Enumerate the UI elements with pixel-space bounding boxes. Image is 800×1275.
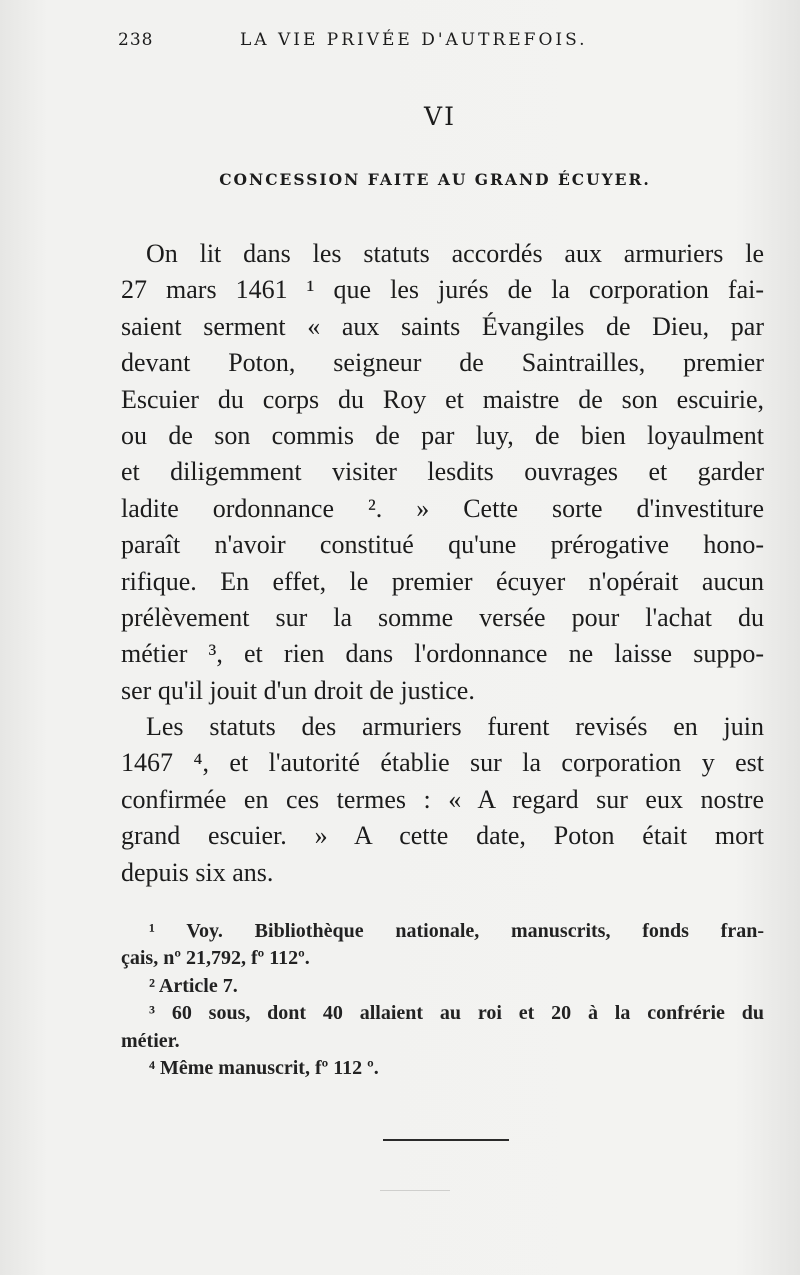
body-line: et diligemment visiter lesdits ouvrages et garder [121, 457, 764, 487]
body-line: grand escuier. » A cette date, Poton était mort [121, 821, 764, 851]
body-line: saient serment « aux saints Évangiles de Dieu, par [121, 311, 764, 341]
running-title: LA VIE PRIVÉE D'AUTREFOIS. [240, 30, 588, 50]
body-line: 1467 ⁴, et l'autorité établie sur la corporation y est [121, 748, 764, 778]
footnote-line: çais, nº 21,792, fº 112º. [121, 947, 310, 970]
chapter-title: CONCESSION FAITE AU GRAND ÉCUYER. [219, 170, 651, 189]
chapter-number: VI [424, 102, 456, 131]
body-line: ou de son commis de par luy, de bien loyaulment [121, 420, 764, 450]
footnote-line: ³ 60 sous, dont 40 allaient au roi et 20 à la confrérie du [149, 1002, 764, 1025]
footnote-line: ⁴ Même manuscrit, fº 112 º. [149, 1056, 379, 1079]
body-line: depuis six ans. [121, 857, 274, 887]
page-number: 238 [118, 30, 154, 50]
body-line: Les statuts des armuriers furent revisés en juin [146, 712, 764, 742]
body-line: 27 mars 1461 ¹ que les jurés de la corporation fai- [121, 275, 764, 305]
body-text [121, 236, 764, 891]
footnote-line: ² Article 7. [149, 974, 238, 997]
body-line: confirmée en ces termes : « A regard sur eux nostre [121, 784, 764, 814]
end-rule [383, 1139, 509, 1141]
body-line: paraît n'avoir constitué qu'une prérogative hono- [121, 530, 764, 560]
footnotes [121, 918, 764, 1082]
body-line: devant Poton, seigneur de Saintrailles, premier [121, 348, 764, 378]
footnote-line: ¹ Voy. Bibliothèque nationale, manuscrits, fonds fran- [149, 920, 764, 942]
body-line: ladite ordonnance ². » Cette sorte d'investiture [121, 493, 764, 523]
body-line: On lit dans les statuts accordés aux armuriers le [146, 239, 764, 268]
body-line: ser qu'il jouit d'un droit de justice. [121, 675, 475, 705]
body-line: rifique. En effet, le premier écuyer n'opérait aucun [121, 566, 764, 596]
body-line: métier ³, et rien dans l'ordonnance ne laisse suppo- [121, 639, 764, 669]
footnote-line: métier. [121, 1029, 180, 1052]
body-line: Escuier du corps du Roy et maistre de son escuirie, [121, 384, 764, 414]
show-through-mark [380, 1190, 450, 1191]
body-line: prélèvement sur la somme versée pour l'achat du [121, 602, 764, 632]
